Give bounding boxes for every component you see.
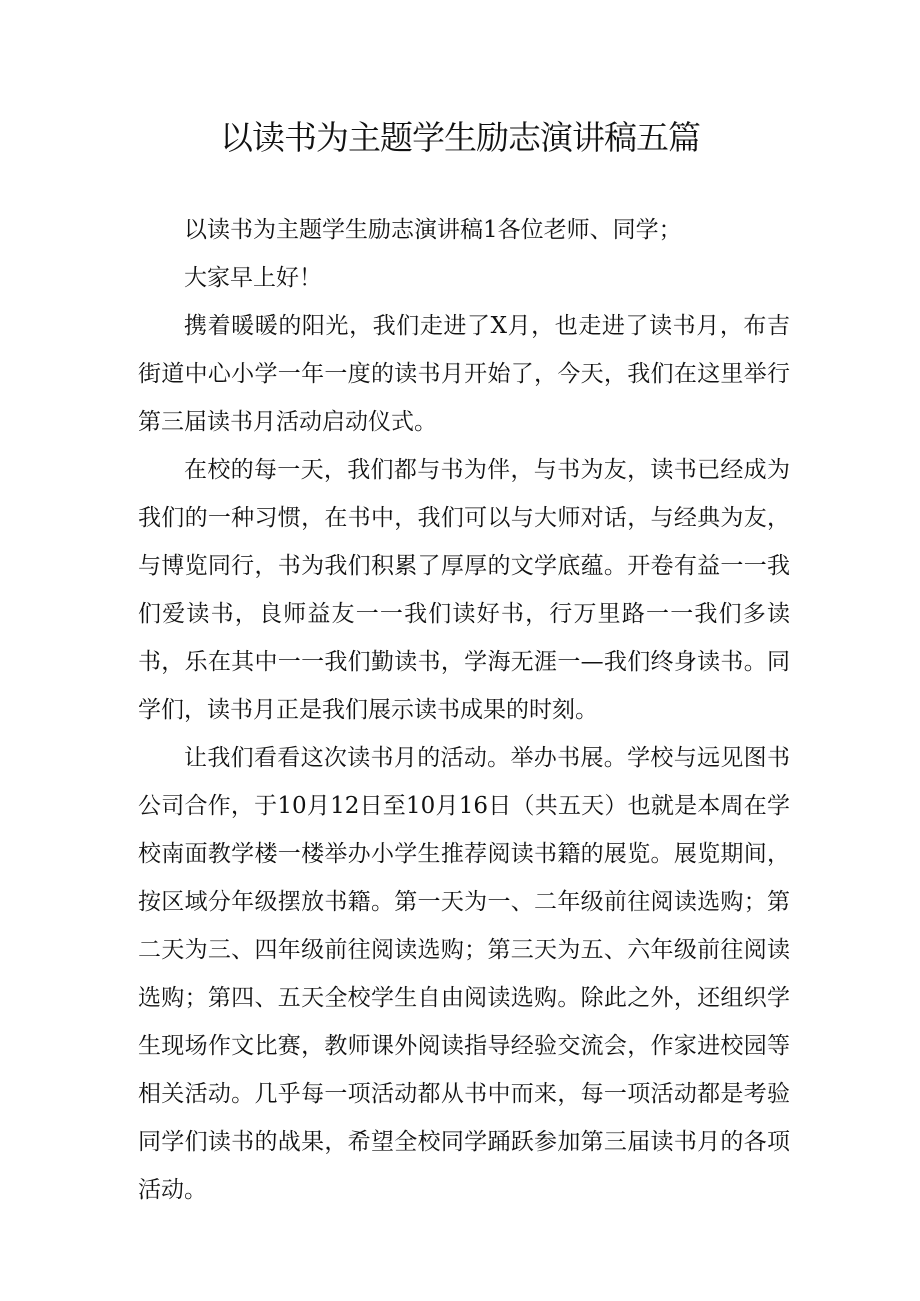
paragraph-reading-habit: 在校的每一天，我们都与书为伴，与书为友，读书已经成为我们的一种习惯，在书中，我们可以与大师对话，与经典为友，与博览同行，书为我们积累了厚厚的文学底蕴。开卷有益一一我们爱读书，良师益友一一我们读好书，行万里路一一我们多读书，乐在其中一一我们勤读书，学海无涯一—我们终身读书。同学们，读书月正是我们展示读书成果的时刻。 <box>138 457 790 723</box>
document-body <box>138 206 790 1214</box>
paragraph-good-morning: 大家早上好！ <box>184 265 322 291</box>
paragraph-activities: 让我们看看这次读书月的活动。举办书展。学校与远见图书公司合作，于10月12日至10月16日（共五天）也就是本周在学校南面教学楼一楼举办小学生推荐阅读书籍的展览。展览期间，按区域分年级摆放书籍。第一天为一、二年级前往阅读选购；第二天为三、四年级前往阅读选购；第三天为五、六年级前往阅读选购；第四、五天全校学生自由阅读选购。除此之外，还组织学生现场作文比赛，教师课外阅读指导经验交流会，作家进校园等相关活动。几乎每一项活动都从书中而来，每一项活动都是考验同学们读书的战果，希望全校同学踊跃参加第三届读书月的各项活动。 <box>138 745 790 1203</box>
paragraph-opening: 携着暖暖的阳光，我们走进了X月，也走进了读书月，布吉街道中心小学一年一度的读书月开始了，今天，我们在这里举行第三届读书月活动启动仪式。 <box>138 313 790 435</box>
document-title: 以读书为主题学生励志演讲稿五篇 <box>220 118 700 157</box>
paragraph-greeting-line: 以读书为主题学生励志演讲稿1各位老师、同学； <box>184 217 682 243</box>
